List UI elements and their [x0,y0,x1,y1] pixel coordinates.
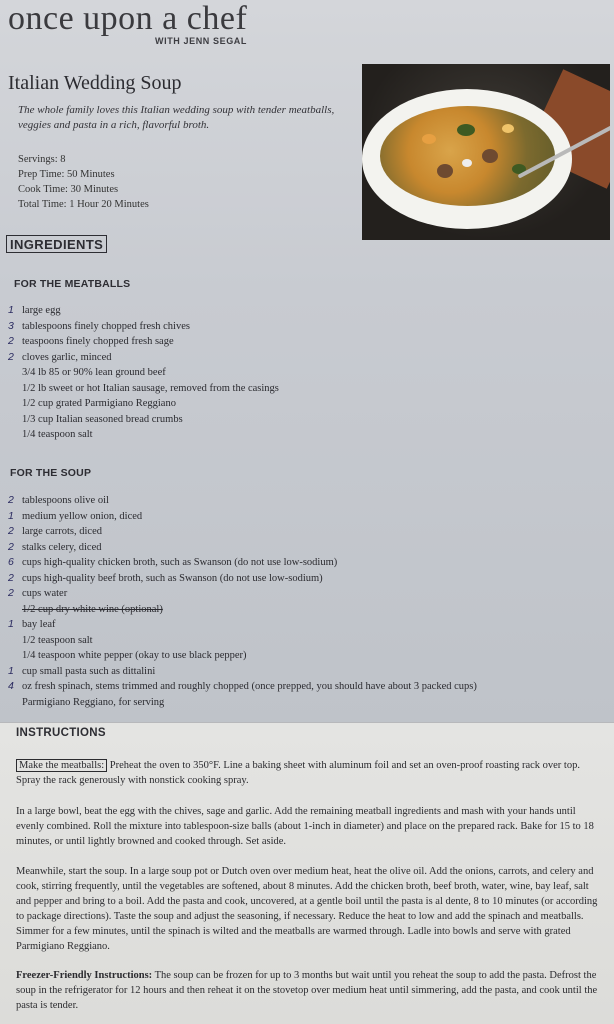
ingredient-text: 1/4 teaspoon white pepper (okay to use black pepper) [22,650,247,661]
ingredient-qty: 1 [8,509,14,522]
ingredient-qty: 1 [8,664,14,677]
ingredient-text: teaspoons finely chopped fresh sage [22,336,174,347]
ingredient-text: stalks celery, diced [22,541,102,553]
ingredient-qty: 2 [8,335,14,347]
ingredient-item [8,396,279,412]
ingredient-item [8,493,477,509]
ingredient-item [8,350,279,366]
ingredient-qty: 2 [8,525,14,537]
ingredient-qty: 2 [8,587,14,599]
ingredient-qty: 6 [8,556,14,568]
ingredient-text: 1/2 cup dry white wine (optional) [22,603,163,615]
ingredient-text: tablespoons olive oil [22,495,109,506]
ingredient-item [8,319,279,335]
total-time: Total Time: 1 Hour 20 Minutes [18,199,149,210]
carrot-piece [422,134,436,144]
ingredient-item [8,586,477,602]
ingredient-text: oz fresh spinach, stems trimmed and roughly chopped (once prepped, you should have about 3 packed cups) [22,681,477,692]
ingredient-qty: 1 [8,618,14,630]
pasta-piece [502,124,514,133]
ingredient-text: cup small pasta such as dittalini [22,665,156,677]
ingredient-item [8,524,477,540]
ingredient-item [8,695,477,711]
cook-time: Cook Time: 30 Minutes [18,184,119,195]
cheese-piece [462,159,472,167]
ingredient-text: large carrots, diced [22,526,102,537]
ingredient-item [8,540,477,556]
ingredient-item [8,365,279,381]
instruction-step-2: In a large bowl, beat the egg with the chives, sage and garlic. Add the remaining meatball ingredients and mash with your hands until evenly combined. Roll the mixture into tablespoon-size balls (about 1-inch in diameter) and place on the prepared rack. Bake for 15 to 18 minutes, or until lightly browned and cooked through. Set aside. [16,806,594,847]
instructions-heading: INSTRUCTIONS [16,727,106,739]
ingredient-text: 1/4 teaspoon salt [22,429,93,440]
ingredient-text: large egg [22,305,61,316]
ingredient-item [8,679,477,695]
instruction-step-1 [16,758,601,788]
recipe-intro: The whole family loves this Italian wedding soup with tender meatballs, veggies and pasta in a rich, flavorful broth. [18,104,335,131]
ingredient-qty: 3 [8,319,14,332]
ingredient-text: bay leaf [22,619,56,630]
soup-shape [380,106,555,206]
ingredients-heading: INGREDIENTS [6,235,107,253]
ingredient-text: medium yellow onion, diced [22,510,143,522]
freezer-text: The soup can be frozen for up to 3 months but wait until you reheat the soup to add the pasta. Defrost the soup in the refrigerator for 12 hours and then reheat it on the stovetop over medium heat until simmering, add the pasta, and cook until the pasta is tender. [16,970,598,1011]
recipe-meta [18,152,149,212]
brand-byline: WITH JENN SEGAL [155,36,248,46]
meatball-ingredients-list [8,303,279,443]
freezer-instructions [16,968,601,1013]
meatballs-heading: FOR THE MEATBALLS [14,278,131,290]
ingredient-text: cups high-quality chicken broth, such as Swanson (do not use low-sodium) [22,557,338,568]
ingredient-item [8,303,279,319]
ingredient-text: 1/3 cup Italian seasoned bread crumbs [22,413,183,425]
instruction-step-3: Meanwhile, start the soup. In a large soup pot or Dutch oven over medium heat, heat the olive oil. Add the onions, carrots, and celery and cook, stirring frequently, until the vegetables are softened, about 8 minutes. Add the chicken broth, beef broth, water, wine, bay leaf, salt and pepper and bring to a boil. Add the pasta and cook, uncovered, at a gentle boil until the pasta is al dente, 8 to 10 minutes (or according to package directions). Taste the soup and adjust the seasoning, if necessary. Reduce the heat to low and add the spinach and meatballs. Simmer for a few minutes, until the spinach is wilted and the meatballs are warmed through. Ladle into bowls and serve with grated Parmigiano Reggiano. [16,866,598,952]
ingredient-qty: 4 [8,680,14,692]
ingredient-item [8,633,477,649]
ingredient-qty: 2 [8,540,14,553]
ingredient-qty: 2 [8,350,14,363]
ingredient-item [8,509,477,525]
step1-text: Preheat the oven to 350°F. Line a baking sheet with aluminum foil and set an oven-proof roasting rack over top. Spray the rack generously with nonstick cooking spray. [16,760,580,786]
ingredient-item [8,381,279,397]
freezer-lead: Freezer-Friendly Instructions: [16,970,153,981]
ingredient-text: Parmigiano Reggiano, for serving [22,696,165,708]
servings: Servings: 8 [18,154,66,165]
recipe-title: Italian Wedding Soup [8,72,182,94]
brand-logo: once upon a chef [8,0,248,37]
ingredient-text: tablespoons finely chopped fresh chives [22,320,190,332]
ingredient-item [8,412,279,428]
step1-lead: Make the meatballs: [16,759,107,772]
ingredient-text: 1/2 teaspoon salt [22,634,93,646]
ingredient-text: cups high-quality beef broth, such as Swanson (do not use low-sodium) [22,572,323,584]
ingredient-item [8,571,477,587]
ingredient-item [8,555,477,571]
ingredient-text: 1/2 lb sweet or hot Italian sausage, removed from the casings [22,382,279,394]
ingredient-qty: 2 [8,494,14,506]
spinach-piece [457,124,475,136]
soup-ingredients-list [8,493,477,710]
ingredient-qty: 1 [8,304,14,316]
ingredient-item [8,427,279,443]
ingredient-item [8,602,477,618]
soup-photo [362,64,610,240]
ingredient-item [8,334,279,350]
ingredient-qty: 2 [8,571,14,584]
prep-time: Prep Time: 50 Minutes [18,169,115,180]
ingredient-item [8,648,477,664]
soup-heading: FOR THE SOUP [10,467,92,479]
ingredient-text: cloves garlic, minced [22,351,112,363]
meatball-piece [482,149,498,163]
ingredient-text: 3/4 lb 85 or 90% lean ground beef [22,367,166,378]
meatball-piece [437,164,453,178]
ingredient-item [8,664,477,680]
ingredient-item [8,617,477,633]
ingredient-text: 1/2 cup grated Parmigiano Reggiano [22,398,176,409]
ingredient-text: cups water [22,588,68,599]
